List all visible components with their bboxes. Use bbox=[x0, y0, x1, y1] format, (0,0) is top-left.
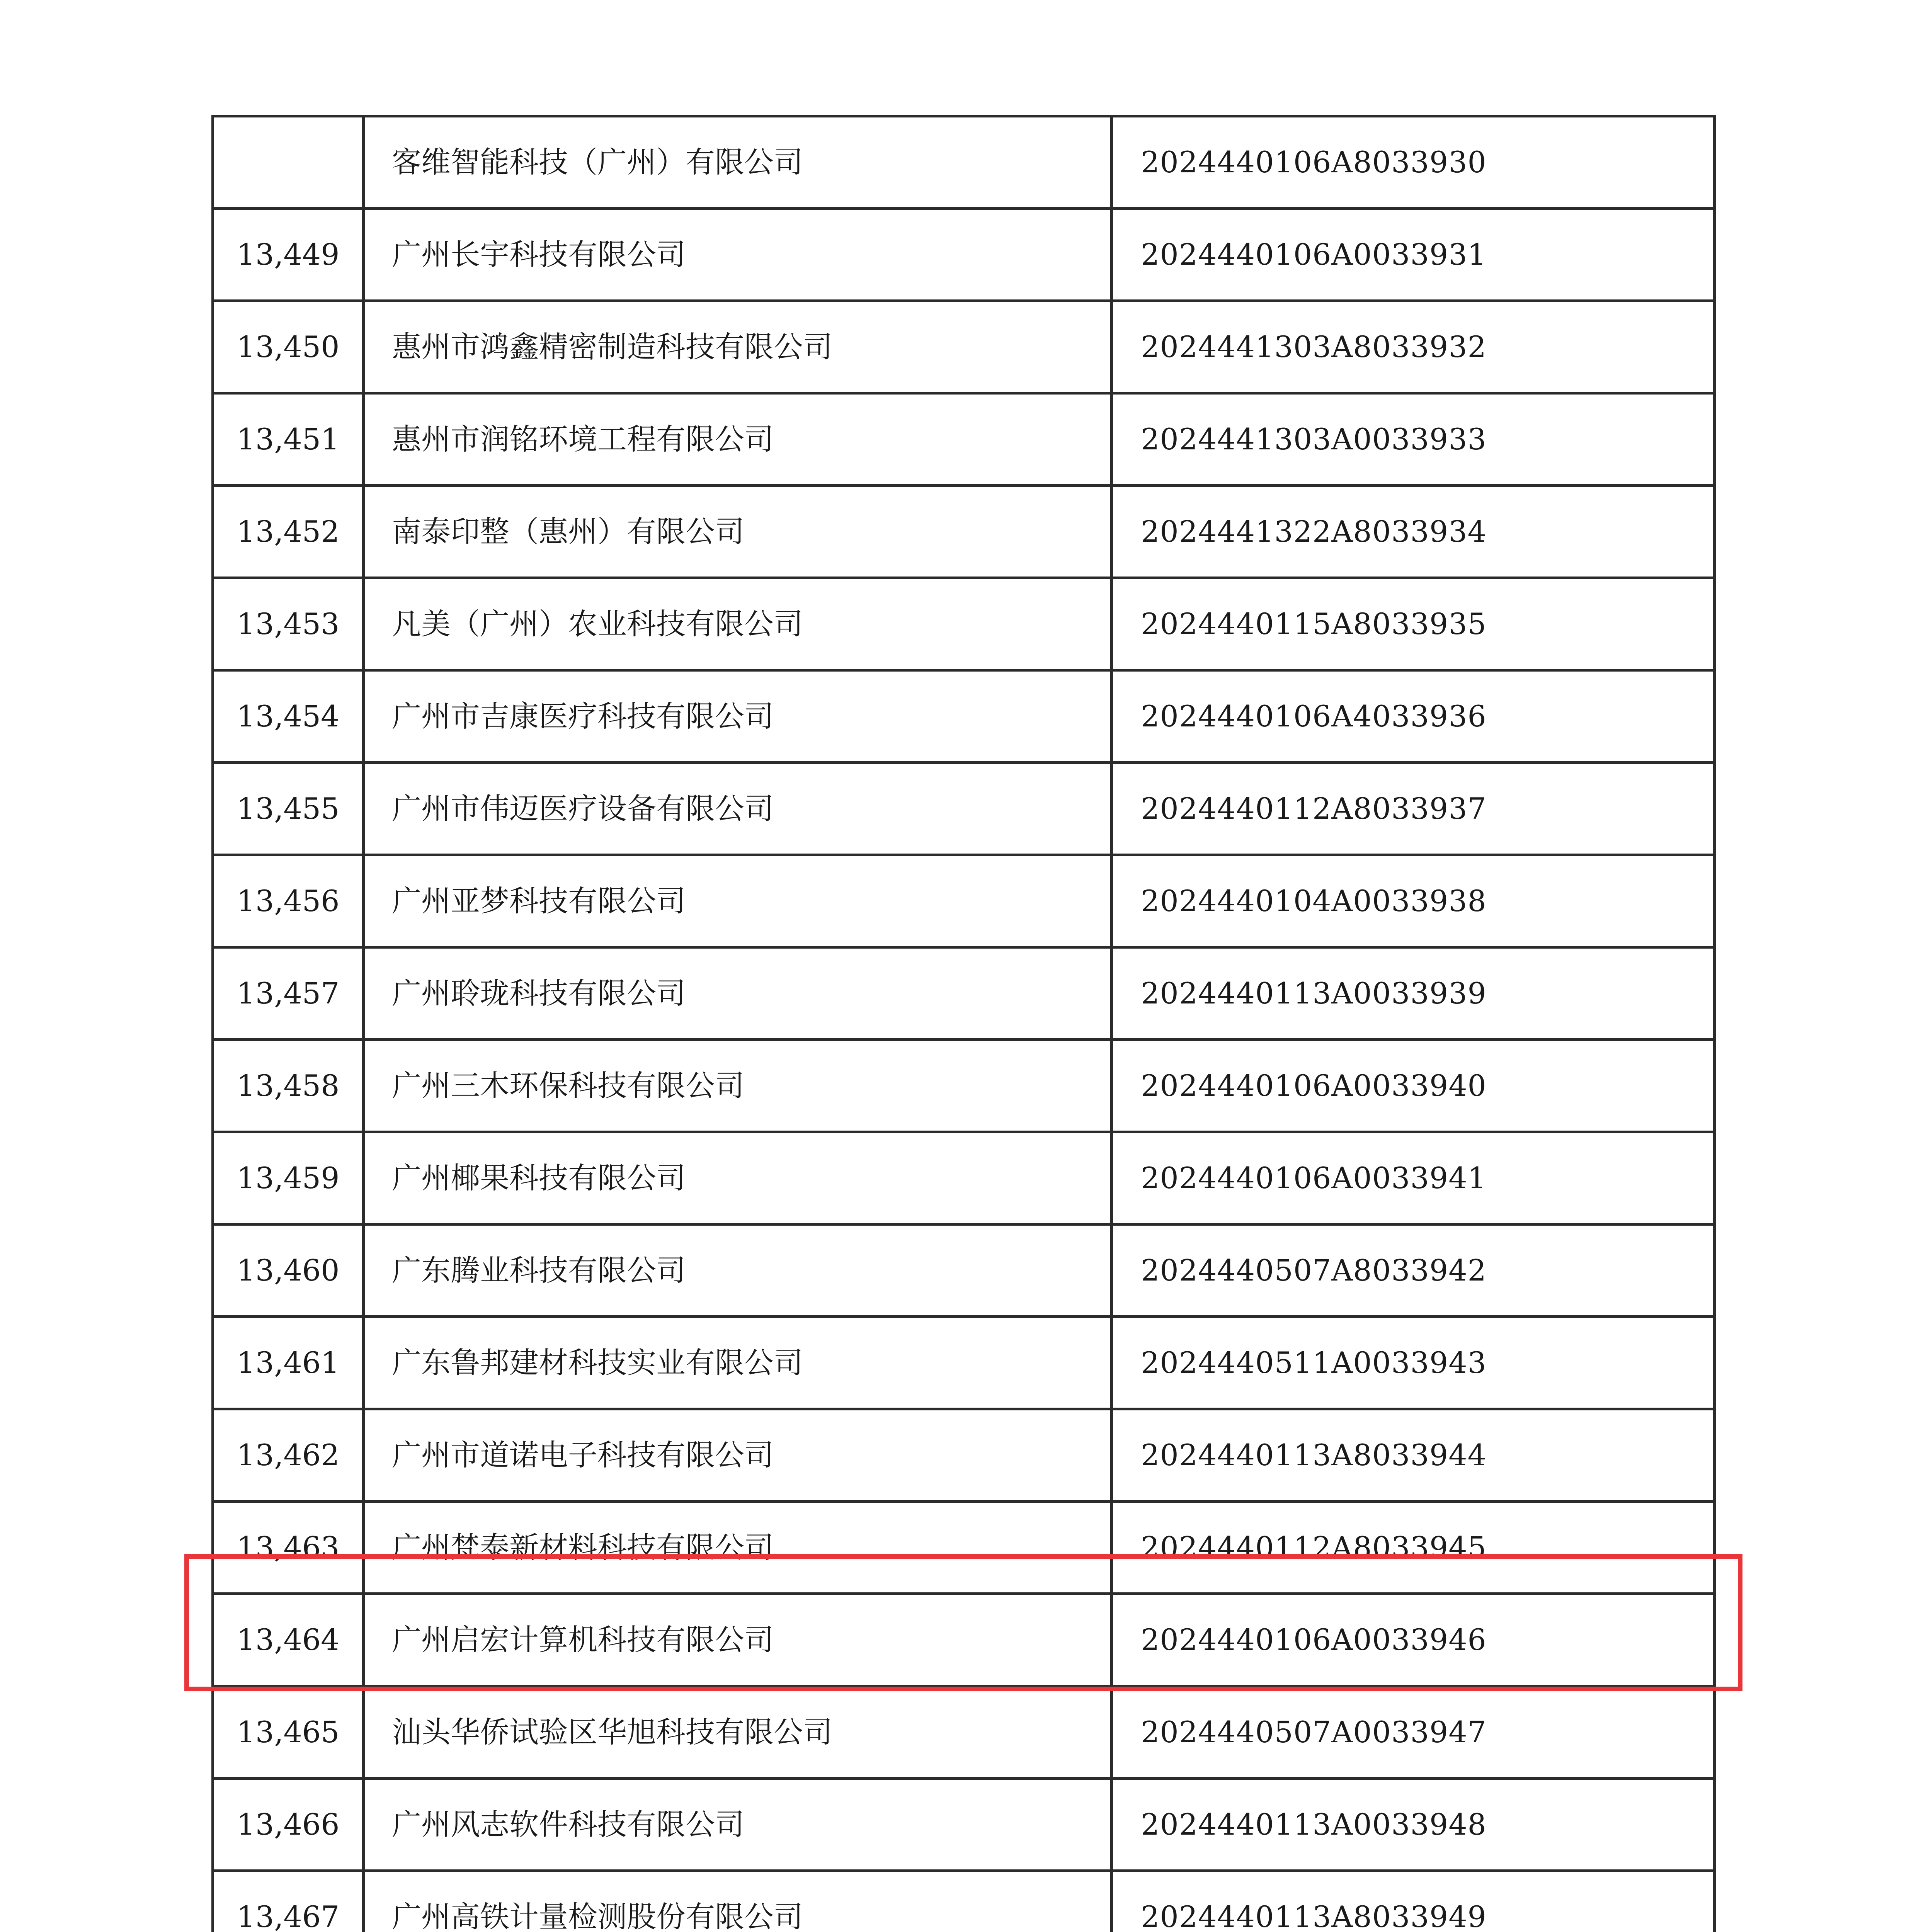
table-row bbox=[213, 1225, 1715, 1317]
company-name: 广州风志软件科技有限公司 bbox=[364, 1779, 1112, 1871]
registration-code: 2024440106A8033930 bbox=[1112, 116, 1715, 209]
row-number: 13,455 bbox=[213, 763, 364, 855]
company-name: 凡美（广州）农业科技有限公司 bbox=[364, 578, 1112, 670]
row-number: 13,456 bbox=[213, 855, 364, 947]
company-name: 广州市吉康医疗科技有限公司 bbox=[364, 670, 1112, 763]
table-row bbox=[213, 855, 1715, 947]
table-row bbox=[213, 947, 1715, 1040]
company-name: 南泰印整（惠州）有限公司 bbox=[364, 486, 1112, 578]
table-row bbox=[213, 1040, 1715, 1132]
table-row bbox=[213, 209, 1715, 301]
company-name: 广州梵泰新材料科技有限公司 bbox=[364, 1502, 1112, 1594]
row-number: 13,449 bbox=[213, 209, 364, 301]
table-row bbox=[213, 393, 1715, 486]
registration-code: 2024440113A0033939 bbox=[1112, 947, 1715, 1040]
row-number: 13,463 bbox=[213, 1502, 364, 1594]
row-number: 13,461 bbox=[213, 1317, 364, 1409]
registration-code: 2024440507A0033947 bbox=[1112, 1686, 1715, 1779]
row-number: 13,457 bbox=[213, 947, 364, 1040]
registration-code: 2024440113A8033944 bbox=[1112, 1409, 1715, 1502]
company-name: 广州高铁计量检测股份有限公司 bbox=[364, 1871, 1112, 1932]
company-list-table bbox=[211, 115, 1716, 1932]
company-name: 惠州市润铭环境工程有限公司 bbox=[364, 393, 1112, 486]
table-row bbox=[213, 763, 1715, 855]
registration-code: 2024440115A8033935 bbox=[1112, 578, 1715, 670]
company-name: 广州长宇科技有限公司 bbox=[364, 209, 1112, 301]
registration-code: 2024440507A8033942 bbox=[1112, 1225, 1715, 1317]
registration-code: 2024440112A8033945 bbox=[1112, 1502, 1715, 1594]
registration-code: 2024440106A0033941 bbox=[1112, 1132, 1715, 1225]
registration-code: 2024440112A8033937 bbox=[1112, 763, 1715, 855]
table-row bbox=[213, 301, 1715, 393]
company-name: 广州三木环保科技有限公司 bbox=[364, 1040, 1112, 1132]
registration-code: 2024441303A8033932 bbox=[1112, 301, 1715, 393]
company-name: 广州市道诺电子科技有限公司 bbox=[364, 1409, 1112, 1502]
company-name: 汕头华侨试验区华旭科技有限公司 bbox=[364, 1686, 1112, 1779]
registration-code: 2024440106A4033936 bbox=[1112, 670, 1715, 763]
row-number bbox=[213, 116, 364, 209]
row-number: 13,459 bbox=[213, 1132, 364, 1225]
table-row bbox=[213, 1686, 1715, 1779]
table-row bbox=[213, 1779, 1715, 1871]
row-number: 13,465 bbox=[213, 1686, 364, 1779]
registration-code: 2024440104A0033938 bbox=[1112, 855, 1715, 947]
registration-code: 2024440106A0033931 bbox=[1112, 209, 1715, 301]
row-number: 13,462 bbox=[213, 1409, 364, 1502]
row-number: 13,464 bbox=[213, 1594, 364, 1686]
registration-code: 2024440113A8033949 bbox=[1112, 1871, 1715, 1932]
company-name: 广州启宏计算机科技有限公司 bbox=[364, 1594, 1112, 1686]
table-row bbox=[213, 1317, 1715, 1409]
company-name: 广州亚梦科技有限公司 bbox=[364, 855, 1112, 947]
row-number: 13,451 bbox=[213, 393, 364, 486]
table-row bbox=[213, 1594, 1715, 1686]
table-row bbox=[213, 578, 1715, 670]
table-body bbox=[213, 116, 1715, 1932]
registration-code: 2024441303A0033933 bbox=[1112, 393, 1715, 486]
registration-code: 2024440106A0033946 bbox=[1112, 1594, 1715, 1686]
row-number: 13,453 bbox=[213, 578, 364, 670]
table-row bbox=[213, 116, 1715, 209]
registration-code: 2024440511A0033943 bbox=[1112, 1317, 1715, 1409]
table-row bbox=[213, 1502, 1715, 1594]
table-row bbox=[213, 1871, 1715, 1932]
company-name: 广州聆珑科技有限公司 bbox=[364, 947, 1112, 1040]
company-name: 广州椰果科技有限公司 bbox=[364, 1132, 1112, 1225]
company-name: 广州市伟迈医疗设备有限公司 bbox=[364, 763, 1112, 855]
row-number: 13,450 bbox=[213, 301, 364, 393]
row-number: 13,454 bbox=[213, 670, 364, 763]
registration-code: 2024440106A0033940 bbox=[1112, 1040, 1715, 1132]
registration-code: 2024441322A8033934 bbox=[1112, 486, 1715, 578]
row-number: 13,458 bbox=[213, 1040, 364, 1132]
company-name: 广东鲁邦建材科技实业有限公司 bbox=[364, 1317, 1112, 1409]
row-number: 13,466 bbox=[213, 1779, 364, 1871]
table-row bbox=[213, 1409, 1715, 1502]
registration-code: 2024440113A0033948 bbox=[1112, 1779, 1715, 1871]
row-number: 13,460 bbox=[213, 1225, 364, 1317]
table-row bbox=[213, 1132, 1715, 1225]
row-number: 13,467 bbox=[213, 1871, 364, 1932]
table-row bbox=[213, 670, 1715, 763]
table-row bbox=[213, 486, 1715, 578]
row-number: 13,452 bbox=[213, 486, 364, 578]
company-name: 广东腾业科技有限公司 bbox=[364, 1225, 1112, 1317]
company-name: 惠州市鸿鑫精密制造科技有限公司 bbox=[364, 301, 1112, 393]
company-name: 客维智能科技（广州）有限公司 bbox=[364, 116, 1112, 209]
